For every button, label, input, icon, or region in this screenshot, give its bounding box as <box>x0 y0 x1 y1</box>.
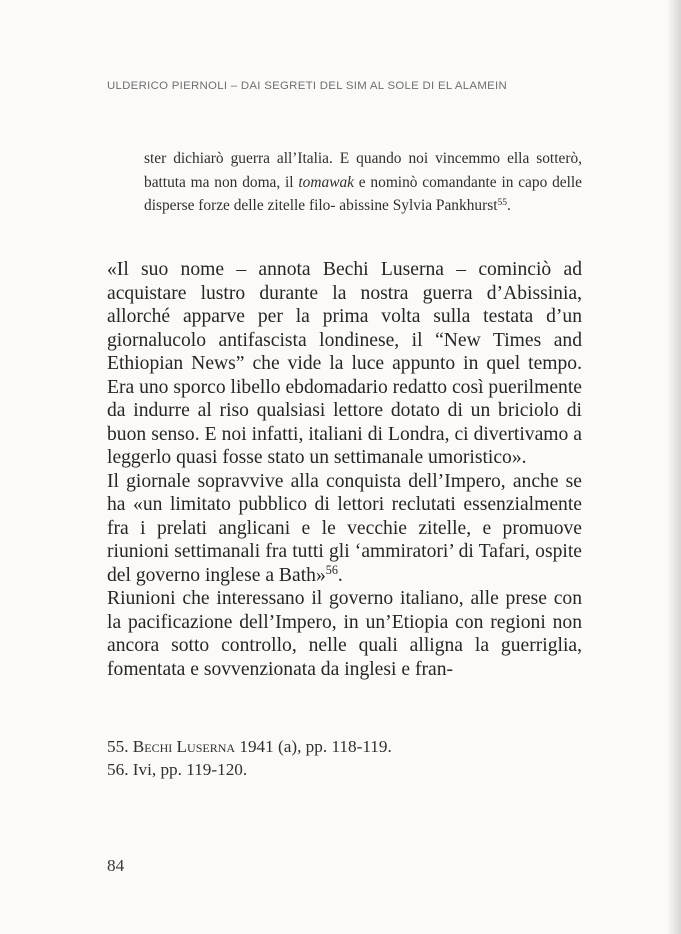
footnote-56 <box>107 759 577 782</box>
footnote-ref-55: 55 <box>497 196 508 208</box>
footnote-number: 55. <box>107 737 129 756</box>
quote-text <box>144 147 582 218</box>
quote-italic-word: tomawak <box>298 173 354 191</box>
quote-line-2a: ella sotterò, battuta ma non doma, il <box>144 150 582 191</box>
footnote-ref-56: 56 <box>325 562 338 577</box>
footnote-number: 56. <box>107 759 129 779</box>
paragraph-3: Riunioni che interessano il governo italiano, alle prese con la pacificazione dell’Impero, in un’Etiopia con regioni non ancora sotto controllo, nelle quali alligna la guerriglia, fomentata e sovvenzionata da inglesi e fran- <box>107 588 582 680</box>
quote-line-1: ster dichiarò guerra all’Italia. E quando noi vincemmo <box>144 150 501 167</box>
footnotes <box>107 736 577 781</box>
block-quote <box>144 147 582 218</box>
quote-line-4: abissine Sylvia Pankhurst <box>339 197 498 214</box>
page-number: 84 <box>107 856 125 875</box>
page-edge-shadow <box>667 0 681 934</box>
main-text <box>107 258 582 681</box>
paragraph-2-end: . <box>337 564 343 586</box>
paragraph-2-text: Il giornale sopravvive alla conquista dell’Impero, anche se ha «un limitato pubblico di lettori reclutati essenzialmente fra i prelati anglicani e le vecchie zitelle, e promuove riunioni settimanali fra tutti gli ‘ammiratori’ di Tafari, ospite del governo inglese a Bath» <box>107 470 582 586</box>
running-head: ULDERICO PIERNOLI – DAI SEGRETI DEL SIM AL SOLE DI EL ALAMEIN <box>107 80 508 92</box>
quote-line-4-end: . <box>507 197 511 214</box>
footnote-citation: 1941 (a), pp. 118-119. <box>235 737 392 756</box>
paragraph-2 <box>107 470 582 588</box>
footnote-author: Bechi Luserna <box>132 737 236 756</box>
footnote-55 <box>107 736 577 759</box>
footnote-citation: Ivi, pp. 119-120. <box>128 759 248 779</box>
paragraph-1: «Il suo nome – annota Bechi Luserna – cominciò ad acquistare lustro durante la nostra guerra d’Abissinia, allorché apparve per la prima volta sulla testata d’un giornalucolo antifascista londinese, il “New Times and Ethiopian News” che vide la luce appunto in quel tempo. Era uno sporco libello ebdomadario redatto così puerilmente da indurre al riso qualsiasi lettore dotato di un briciolo di buon senso. E noi infatti, italiani di Londra, ci divertivamo a leggerlo quasi fosse stato un settimanale umoristico». <box>107 259 582 468</box>
quote-line-3: comandante in capo delle disperse forze delle zitelle filo- <box>144 173 582 214</box>
quote-line-2b: e nominò <box>353 173 418 191</box>
